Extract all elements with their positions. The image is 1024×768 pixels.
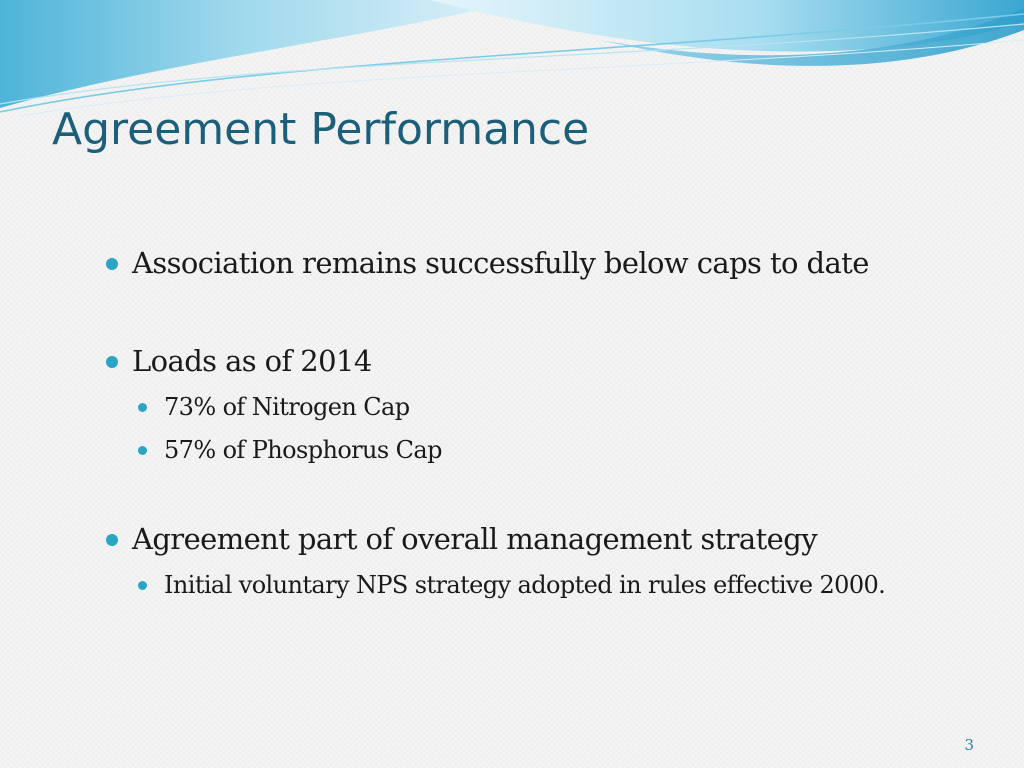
bullet-dot-icon	[138, 446, 147, 455]
sub-bullet-item	[164, 391, 409, 423]
sub-bullet-text: Initial voluntary NPS strategy adopted in rules effective 2000.	[164, 571, 886, 599]
sub-bullet-text: 57% of Phosphorus Cap	[164, 436, 442, 464]
bullet-text: Association remains successfully below caps to date	[132, 246, 869, 280]
bullet-dot-icon	[138, 581, 147, 590]
bullet-dot-icon	[138, 403, 147, 412]
bullet-item	[132, 343, 372, 379]
bullet-item	[132, 521, 817, 557]
bullet-text: Loads as of 2014	[132, 344, 372, 378]
sub-bullet-item	[164, 434, 442, 466]
bullet-item	[132, 245, 869, 281]
sub-bullet-text: 73% of Nitrogen Cap	[164, 393, 410, 421]
bullet-dot-icon	[106, 534, 118, 546]
slide-title: Agreement Performance	[52, 104, 590, 155]
page-number: 3	[964, 736, 974, 754]
bullet-dot-icon	[106, 356, 118, 368]
sub-bullet-item	[164, 569, 885, 601]
bullet-dot-icon	[106, 258, 118, 270]
bullet-text: Agreement part of overall management strategy	[132, 522, 817, 556]
